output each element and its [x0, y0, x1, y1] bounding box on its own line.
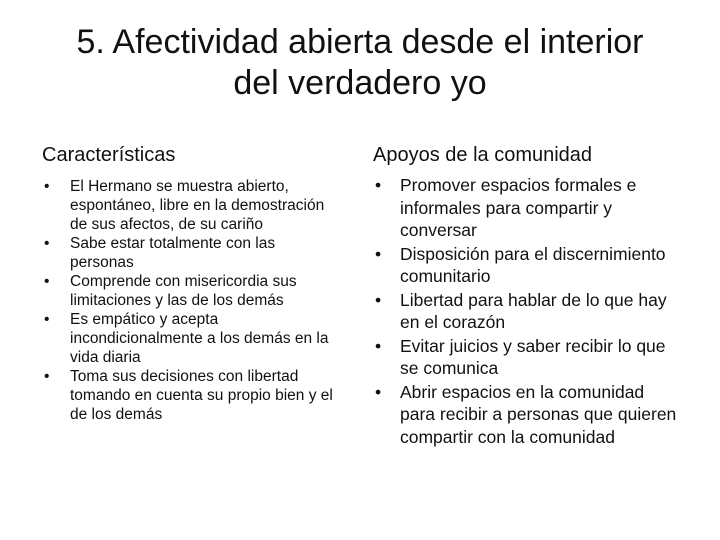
bullet-icon: •: [375, 289, 382, 310]
community-support-list: [374, 174, 680, 449]
bullet-icon: •: [44, 178, 50, 195]
bullet-icon: •: [375, 175, 382, 195]
list-item-text: El Hermano se muestra abierto, espontáneo, libre en la demostración de sus afectos, de su cariño: [70, 178, 325, 233]
list-item-text: Comprende con misericordia sus limitaciones y las de los demás: [70, 273, 297, 309]
list-item-text: Abrir espacios en la comunidad para recibir a personas que quieren compartir con la comunidad: [400, 381, 677, 447]
list-item: [43, 310, 343, 367]
bullet-icon: •: [44, 235, 50, 252]
list-item-text: Sabe estar totalmente con las personas: [70, 235, 276, 271]
list-item: [374, 335, 680, 380]
community-support-heading: Apoyos de la comunidad: [373, 144, 593, 166]
bullet-icon: •: [44, 368, 50, 385]
list-item-text: Promover espacios formales e informales para compartir y conversar: [400, 175, 637, 240]
slide-title-line-1: 5. Afectividad abierta desde el interior: [76, 23, 644, 61]
list-item-text: Disposición para el discernimiento comunitario: [400, 243, 666, 286]
list-item-text: Libertad para hablar de lo que hay en el corazón: [400, 289, 667, 332]
bullet-icon: •: [375, 243, 382, 264]
slide-title: [30, 22, 690, 104]
bullet-icon: •: [375, 381, 382, 402]
bullet-icon: •: [44, 273, 50, 290]
list-item-text: Es empático y acepta incondicionalmente a los demás en la vida diaria: [70, 311, 329, 366]
list-item: [374, 174, 680, 242]
list-item-text: Toma sus decisiones con libertad tomando en cuenta su propio bien y el de los demás: [70, 368, 333, 423]
bullet-icon: •: [375, 335, 382, 356]
list-item-text: Evitar juicios y saber recibir lo que se comunica: [400, 335, 666, 378]
slide-title-line-2: del verdadero yo: [233, 64, 487, 102]
list-item: [43, 367, 343, 424]
characteristics-heading: Características: [42, 144, 176, 166]
list-item: [43, 177, 343, 234]
list-item: [374, 243, 680, 288]
bullet-icon: •: [44, 311, 50, 328]
list-item: [374, 289, 680, 334]
list-item: [374, 381, 680, 449]
list-item: [43, 272, 343, 310]
list-item: [43, 234, 343, 272]
characteristics-list: [43, 177, 343, 424]
